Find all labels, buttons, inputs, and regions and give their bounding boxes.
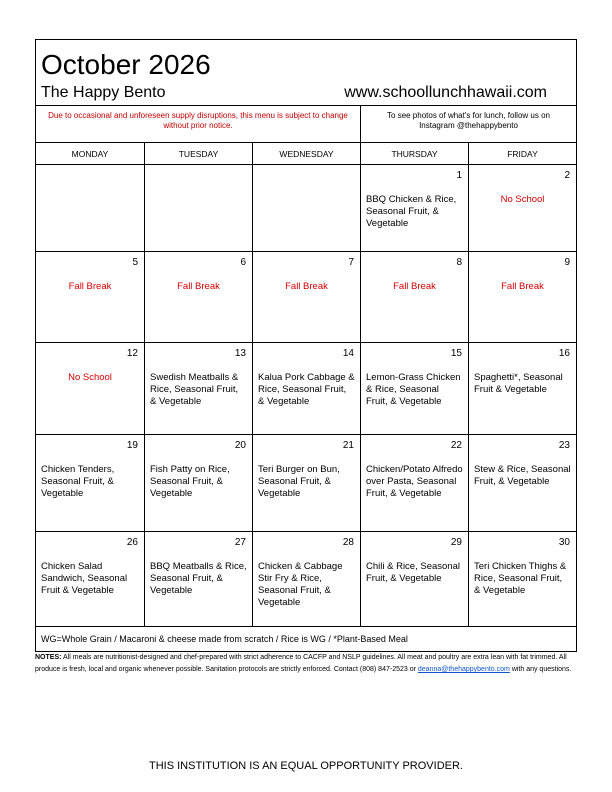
day-number: 16 [558,348,570,359]
day-number: 1 [456,170,462,181]
notes-suffix: with any questions. [511,666,572,673]
weekday-monday: MONDAY [36,143,145,164]
day-cell [361,252,469,342]
menu-legend: WG=Whole Grain / Macaroni & cheese made from scratch / Rice is WG / *Plant-Based Meal [41,634,408,644]
day-cell [469,165,576,251]
day-number: 13 [234,348,246,359]
day-number: 26 [126,537,138,548]
notes-section [35,652,577,676]
closure-label: No School [500,194,545,205]
closure-label: Fall Break [68,281,112,292]
contact-email-link[interactable]: deanna@thehappybento.com [417,666,510,673]
week-row [36,435,576,532]
weekday-thursday: THURSDAY [361,143,469,164]
meal-description: Swedish Meatballs & Rice, Seasonal Fruit, & Vegetable [150,372,239,407]
day-cell [361,532,469,626]
closure-label: No School [68,372,112,383]
day-cell [253,165,361,251]
day-number: 14 [342,348,354,359]
day-cell [145,343,253,434]
day-number [258,170,355,182]
meal-description: BBQ Chicken & Rice, Seasonal Fruit, & Vegetable [366,194,457,229]
weekday-tuesday: TUESDAY [145,143,253,164]
day-cell [253,343,361,434]
equal-opportunity-statement: THIS INSTITUTION IS AN EQUAL OPPORTUNITY PROVIDER. [149,760,463,772]
closure-label: Fall Break [285,281,328,292]
day-cell [145,252,253,342]
website-url: www.schoollunchhawaii.com [344,84,547,101]
day-cell [36,343,145,434]
day-cell [469,435,576,531]
notes-text: All meals are nutritionist-designed and chef-prepared with strict adherence to CACFP and NSLP guidelines. All meat and poultry are extra lean with fat trimmed. All produce is fresh, local and organic whenever possible. Sanitation protocols are strictly enforced. Contact (808) 847-2523 or [35,654,567,673]
day-cell [469,252,576,342]
closure-label: Fall Break [393,281,436,292]
meal-description: Teri Burger on Bun, Seasonal Fruit, & Vegetable [258,464,340,499]
meal-description: Chicken Salad Sandwich, Seasonal Fruit & Vegetable [41,561,128,596]
day-number: 5 [132,257,138,268]
day-cell [36,435,145,531]
meal-description: Fish Patty on Rice, Seasonal Fruit, & Vegetable [150,464,230,499]
meal-description: BBQ Meatballs & Rice, Seasonal Fruit, & Vegetable [150,561,247,596]
day-number: 28 [342,537,354,548]
day-number: 19 [126,440,138,451]
notes-label: NOTES: [35,654,62,661]
week-row [36,343,576,435]
closure-label: Fall Break [177,281,220,292]
notice-row [36,106,576,143]
calendar-header [36,40,576,106]
day-number: 27 [234,537,246,548]
day-cell [253,532,361,626]
day-cell [145,165,253,251]
day-number: 8 [456,257,462,268]
instagram-notice: To see photos of what's for lunch, follow us on Instagram @thehappybento [387,111,550,130]
day-number [41,170,139,182]
day-cell [145,532,253,626]
meal-description: Chili & Rice, Seasonal Fruit, & Vegetable [366,561,460,584]
day-number: 29 [450,537,462,548]
day-cell [469,343,576,434]
meal-description: Chicken Tenders, Seasonal Fruit, & Vegetable [41,464,115,499]
day-number: 15 [450,348,462,359]
day-cell [36,165,145,251]
day-cell [36,252,145,342]
day-number [150,170,247,182]
weekday-wednesday: WEDNESDAY [253,143,361,164]
closure-label: Fall Break [501,281,544,292]
day-cell [361,343,469,434]
meal-description: Chicken/Potato Alfredo over Pasta, Seasonal Fruit, & Vegetable [366,464,463,499]
day-cell [253,252,361,342]
day-cell [469,532,576,626]
day-number: 23 [558,440,570,451]
day-number: 21 [342,440,354,451]
meal-description: Chicken & Cabbage Stir Fry & Rice, Seasonal Fruit, & Vegetable [258,561,343,608]
meal-description: Stew & Rice, Seasonal Fruit, & Vegetable [474,464,571,487]
day-number: 2 [564,170,570,181]
day-cell [145,435,253,531]
calendar-weeks [36,165,576,627]
day-cell [361,435,469,531]
day-cell [36,532,145,626]
day-cell [253,435,361,531]
meal-description: Kalua Pork Cabbage & Rice, Seasonal Fruit, & Vegetable [258,372,355,407]
disclaimer-notice: Due to occasional and unforeseen supply disruptions, this menu is subject to change without prior notice. [36,106,361,142]
day-cell [361,165,469,251]
day-number: 6 [240,257,246,268]
page-title: October 2026 [41,49,211,80]
day-number: 20 [234,440,246,451]
week-row [36,252,576,343]
weekday-friday: FRIDAY [507,149,538,159]
week-row [36,165,576,252]
day-number: 12 [126,348,138,359]
menu-calendar [35,39,577,652]
week-row [36,532,576,627]
weekday-header-row [36,143,576,165]
meal-description: Spaghetti*, Seasonal Fruit & Vegetable [474,372,563,395]
company-name: The Happy Bento [41,84,166,101]
day-number: 30 [558,537,570,548]
meal-description: Lemon-Grass Chicken & Rice, Seasonal Fruit, & Vegetable [366,372,461,407]
day-number: 7 [348,257,354,268]
day-number: 22 [450,440,462,451]
day-number: 9 [564,257,570,268]
meal-description: Teri Chicken Thighs & Rice, Seasonal Fruit, & Vegetable [474,561,567,596]
